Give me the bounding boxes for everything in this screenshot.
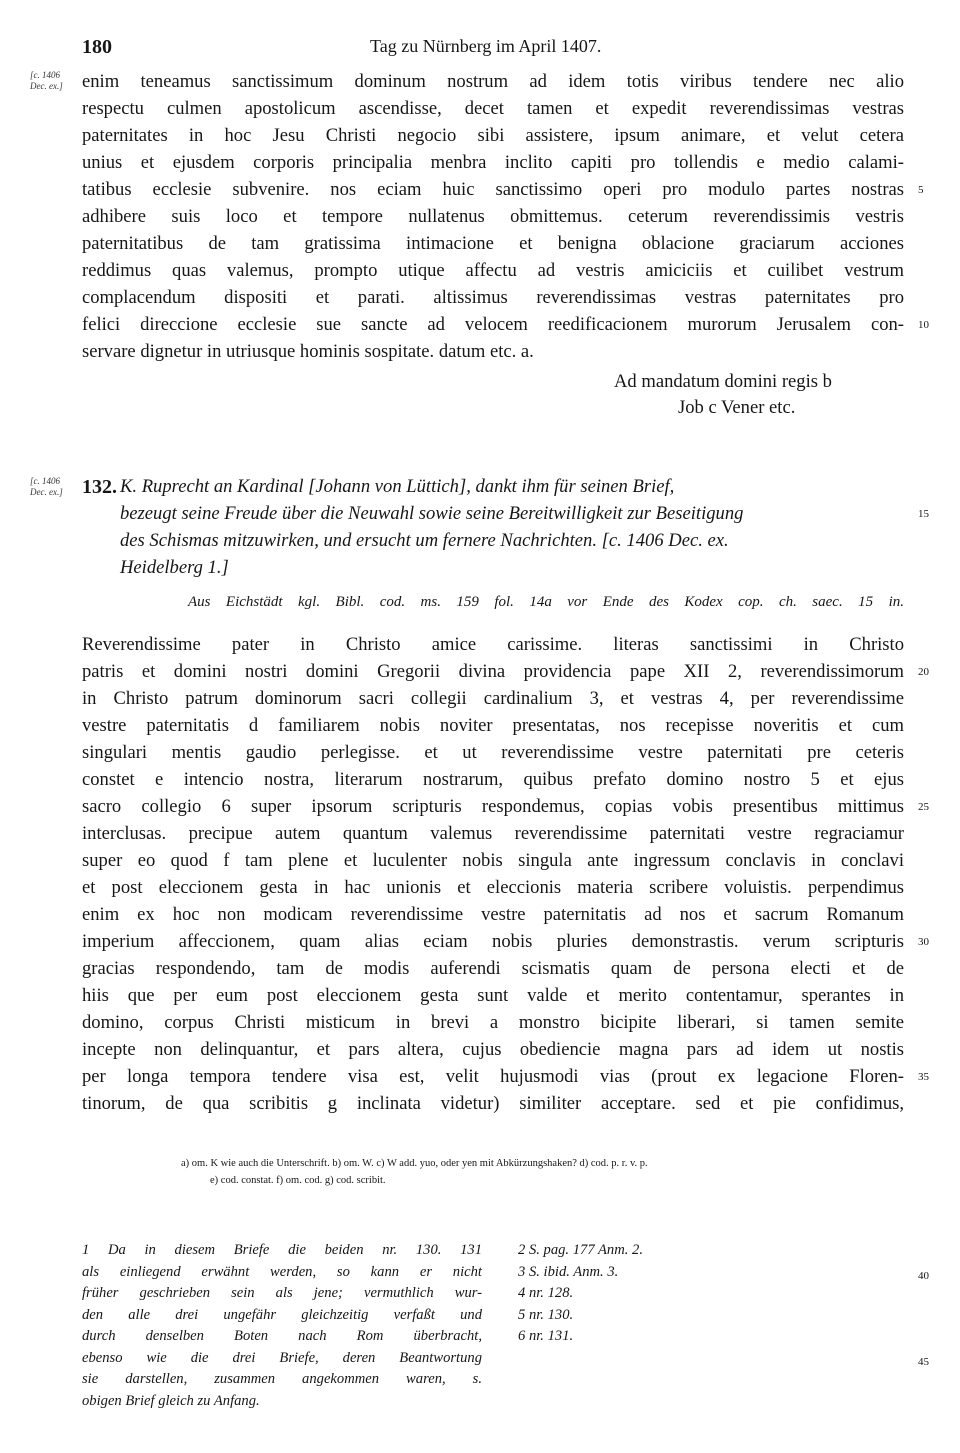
line-number: 35 — [918, 1071, 929, 1083]
letter2-line-2: patris et domini nostri domini Gregorii divina providencia pape XII 2, reverendissimorum — [82, 661, 904, 682]
margin-date-2-line2: Dec. ex.] — [30, 487, 63, 497]
footnotes-2-6 — [518, 1240, 643, 1348]
footnote-1 — [82, 1240, 482, 1412]
doc-heading-line-3: des Schismas mitzuwirken, und ersucht um fernere Nachrichten. [c. 1406 Dec. ex. — [120, 530, 729, 551]
letter1-line-2: respectu culmen apostolicum ascendisse, decet tamen et expedit reverendissimas vestras — [82, 98, 904, 119]
letter2-line-10: et post eleccionem gesta in hac unionis et eleccionis materia scribere voluistis. perpendimus — [82, 877, 904, 898]
doc-number-label: 132. — [82, 476, 117, 498]
letter2-line-14: hiis que per eum post eleccionem gesta sunt valde et merito contentamur, sperantes in — [82, 985, 904, 1006]
footnote-1-line: 1 Da in diesem Briefe die beiden nr. 130. 131 — [82, 1242, 482, 1258]
footnote-1-line: als einliegend erwähnt werden, so kann er nicht — [82, 1263, 482, 1280]
doc-heading-line-2: bezeugt seine Freude über die Neuwahl sowie seine Bereitwilligkeit zur Beseitigung — [120, 503, 744, 524]
margin-date-2-line1: [c. 1406 — [30, 476, 60, 486]
letter1-line-11: servare dignetur in utriusque hominis sospitate. datum etc. a. — [82, 341, 534, 362]
letter2-line-9: super eo quod f tam plene et luculenter nobis singula ante ingressum conclavis in conclavi — [82, 850, 904, 871]
signature-line-1: Ad mandatum domini regis b — [614, 371, 832, 392]
letter2-line-8: interclusas. precipue autem quantum valemus reverendissime paternitati vestre regraciamur — [82, 823, 904, 844]
signature-line-2: Job c Vener etc. — [678, 397, 796, 418]
letter1-line-5: tatibus ecclesie subvenire. nos eciam huic sanctissimo operi pro modulo partes nostras — [82, 179, 904, 200]
footnote-4: 4 nr. 128. — [518, 1285, 574, 1301]
letter1-line-8: reddimus quas valemus, prompto utique affectu ad vestris amiciciis et cuilibet vestrum — [82, 260, 904, 281]
letter2-line-18: tinorum, de qua scribitis g inclinata videtur) similiter acceptare. sed et pie confidimus, — [82, 1093, 904, 1114]
letter2-line-1: Reverendissime pater in Christo amice carissime. literas sanctissimi in Christo — [82, 634, 904, 655]
variant-notes-line-2: e) cod. constat. f) om. cod. g) cod. scribit. — [210, 1175, 386, 1186]
line-number: 30 — [918, 936, 929, 948]
letter2-line-15: domino, corpus Christi misticum in brevi a monstro bicipite liberari, si tamen semite — [82, 1012, 904, 1033]
page-number: 180 — [82, 36, 112, 58]
margin-date-1 — [30, 70, 63, 92]
letter2-line-3: in Christo patrum dominorum sacri collegii cardinalium 3, et vestras 4, per reverendissime — [82, 688, 904, 709]
letter2-line-6: constet e intencio nostra, literarum nostrarum, quibus prefato domino nostro 5 et ejus — [82, 769, 904, 790]
letter2-line-13: gracias respondendo, tam de modis auferendi scismatis quam de persona electi et de — [82, 958, 904, 979]
letter1-line-1: enim teneamus sanctissimum dominum nostrum ad idem totis viribus tendere nec alio — [82, 71, 904, 92]
footnote-5: 5 nr. 130. — [518, 1306, 574, 1323]
variant-notes-line-1: a) om. K wie auch die Unterschrift. b) om. W. c) W add. yuo, oder yen mit Abkürzungshaken? d) cod. p. r. v. p. — [181, 1158, 648, 1169]
footnote-1-line: den alle drei ungefähr gleichzeitig verfaßt und — [82, 1306, 482, 1323]
line-number: 40 — [918, 1270, 929, 1282]
letter2-line-17: per longa tempora tendere visa est, velit hujusmodi vias (prout ex legacione Floren- — [82, 1066, 904, 1087]
letter2-line-5: singulari mentis gaudio perlegisse. et ut reverendissime vestre paternitati pre ceteris — [82, 742, 904, 763]
footnote-1-line: durch denselben Boten nach Rom überbracht, — [82, 1328, 482, 1344]
letter2-line-7: sacro collegio 6 super ipsorum scripturis respondemus, copias vobis presentibus mittimus — [82, 796, 904, 817]
margin-date-1-line2: Dec. ex.] — [30, 81, 63, 91]
running-title: Tag zu Nürnberg im April 1407. — [370, 36, 602, 56]
letter1-line-7: paternitatibus de tam gratissima intimacione et benigna oblacione graciarum acciones — [82, 233, 904, 254]
footnote-6: 6 nr. 131. — [518, 1328, 574, 1344]
letter1-line-4: unius et ejusdem corporis principalia menbra inclito capiti pro tollendis e medio calami- — [82, 152, 904, 173]
doc-heading-line-1: K. Ruprecht an Kardinal [Johann von Lüttich], dankt ihm für seinen Brief, — [120, 476, 675, 497]
letter1-line-6: adhibere suis loco et tempore nullatenus obmittemus. ceterum reverendissimis vestris — [82, 206, 904, 227]
line-number: 25 — [918, 801, 929, 813]
footnote-3: 3 S. ibid. Anm. 3. — [518, 1263, 619, 1280]
footnote-2: 2 S. pag. 177 Anm. 2. — [518, 1242, 643, 1258]
letter2-line-4: vestre paternitatis d familiarem nobis noviter presentatas, nos recepisse noveritis et cum — [82, 715, 904, 736]
source-citation: Aus Eichstädt kgl. Bibl. cod. ms. 159 fol. 14a vor Ende des Kodex cop. ch. saec. 15 in. — [188, 594, 904, 610]
footnote-1-line: ebenso wie die drei Briefe, deren Beantwortung — [82, 1349, 482, 1366]
letter1-line-9: complacendum dispositi et parati. altissimus reverendissimas vestras paternitates pro — [82, 287, 904, 308]
margin-date-2 — [30, 476, 63, 498]
footnote-1-line: früher geschrieben sein als jene; vermuthlich wur- — [82, 1285, 482, 1301]
letter2-line-11: enim ex hoc non modicam reverendissime vestre paternitatis ad nos et sacrum Romanum — [82, 904, 904, 925]
letter2-line-12: imperium affeccionem, quam alias eciam nobis pluries demonstrastis. verum scripturis — [82, 931, 904, 952]
line-number: 45 — [918, 1356, 929, 1368]
footnote-1-line: obigen Brief gleich zu Anfang. — [82, 1392, 260, 1409]
line-number: 15 — [918, 508, 929, 520]
doc-number — [82, 474, 117, 501]
line-number: 5 — [918, 184, 924, 196]
footnote-1-line: sie darstellen, zusammen angekommen waren, s. — [82, 1371, 482, 1387]
letter2-line-16: incepte non delinquantur, et pars altera, cujus obediencie magna pars ad idem ut nostis — [82, 1039, 904, 1060]
letter1-line-10: felici direccione ecclesie sue sancte ad velocem reedificacionem murorum Jerusalem con- — [82, 314, 904, 335]
letter1-line-3: paternitates in hoc Jesu Christi negocio sibi assistere, ipsum animare, et velut cetera — [82, 125, 904, 146]
line-number: 20 — [918, 666, 929, 678]
line-number: 10 — [918, 319, 929, 331]
margin-date-1-line1: [c. 1406 — [30, 70, 60, 80]
doc-heading-line-4: Heidelberg 1.] — [120, 557, 229, 578]
